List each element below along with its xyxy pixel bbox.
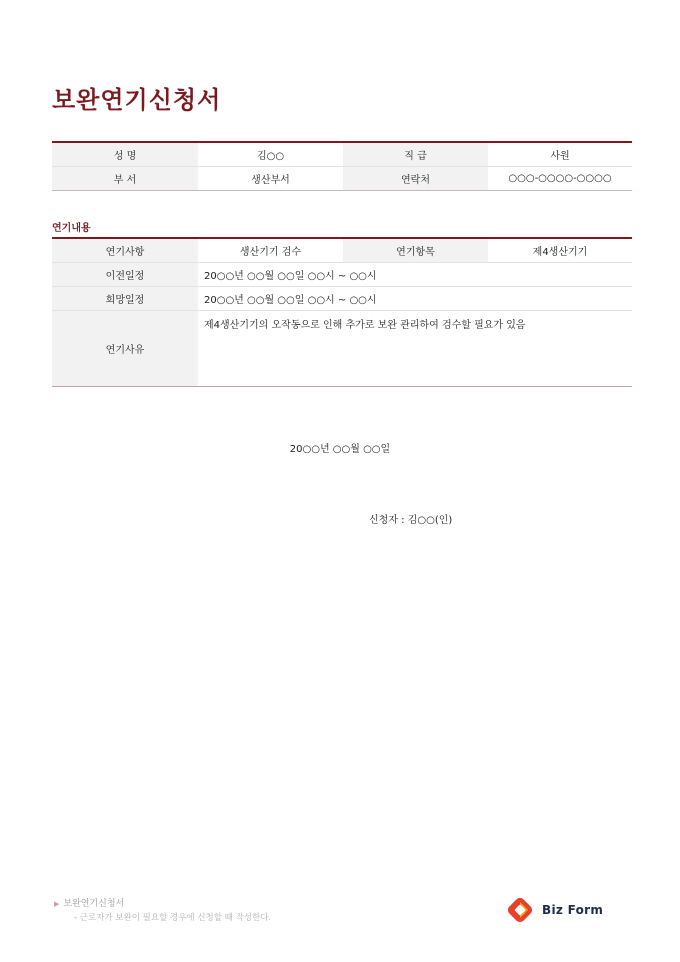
- table-row: [52, 287, 632, 311]
- applicant-signature: 신청자 : 김○○(인): [369, 515, 453, 526]
- hope-schedule-label: 희망일정: [52, 287, 198, 311]
- document-title: 보완연기신청서: [52, 86, 222, 114]
- hope-schedule-value: 20○○년 ○○월 ○○일 ○○시 ~ ○○시: [198, 287, 632, 311]
- table-row: [52, 142, 632, 167]
- footer-title-text: 보완연기신청서: [63, 899, 125, 909]
- footer-title: [54, 896, 124, 909]
- footer-description: - 근로자가 보완이 필요할 경우에 신청할 때 작성한다.: [74, 913, 272, 923]
- bizform-logo-icon: [506, 896, 534, 924]
- triangle-bullet-icon: ▶: [54, 900, 60, 908]
- reason-label: 연기사유: [52, 311, 198, 387]
- section-title: 연기내용: [52, 223, 91, 234]
- delay-item-label: 연기사항: [52, 238, 198, 263]
- delay-item-value: 생산기기 검수: [198, 238, 343, 263]
- department-label: 부 서: [52, 167, 198, 191]
- info-table: [52, 141, 632, 191]
- table-row: [52, 238, 632, 263]
- name-label: 성 명: [52, 142, 198, 167]
- prev-schedule-label: 이전일정: [52, 263, 198, 287]
- rank-value: 사원: [488, 142, 632, 167]
- delay-target-value: 제4생산기기: [488, 238, 632, 263]
- name-value: 김○○: [198, 142, 343, 167]
- table-row: [52, 167, 632, 191]
- delay-target-label: 연기항목: [343, 238, 488, 263]
- application-date: 20○○년 ○○월 ○○일: [289, 444, 391, 455]
- delay-table: [52, 237, 632, 387]
- rank-label: 직 급: [343, 142, 488, 167]
- contact-value: ○○○-○○○○-○○○○: [488, 167, 632, 191]
- department-value: 생산부서: [198, 167, 343, 191]
- logo-text: Biz Form: [542, 903, 604, 917]
- reason-value: 제4생산기기의 오작동으로 인해 추가로 보완 관리하여 검수할 필요가 있음: [198, 311, 632, 387]
- bizform-logo: [506, 896, 603, 924]
- table-row: [52, 311, 632, 387]
- prev-schedule-value: 20○○년 ○○월 ○○일 ○○시 ~ ○○시: [198, 263, 632, 287]
- table-row: [52, 263, 632, 287]
- contact-label: 연락처: [343, 167, 488, 191]
